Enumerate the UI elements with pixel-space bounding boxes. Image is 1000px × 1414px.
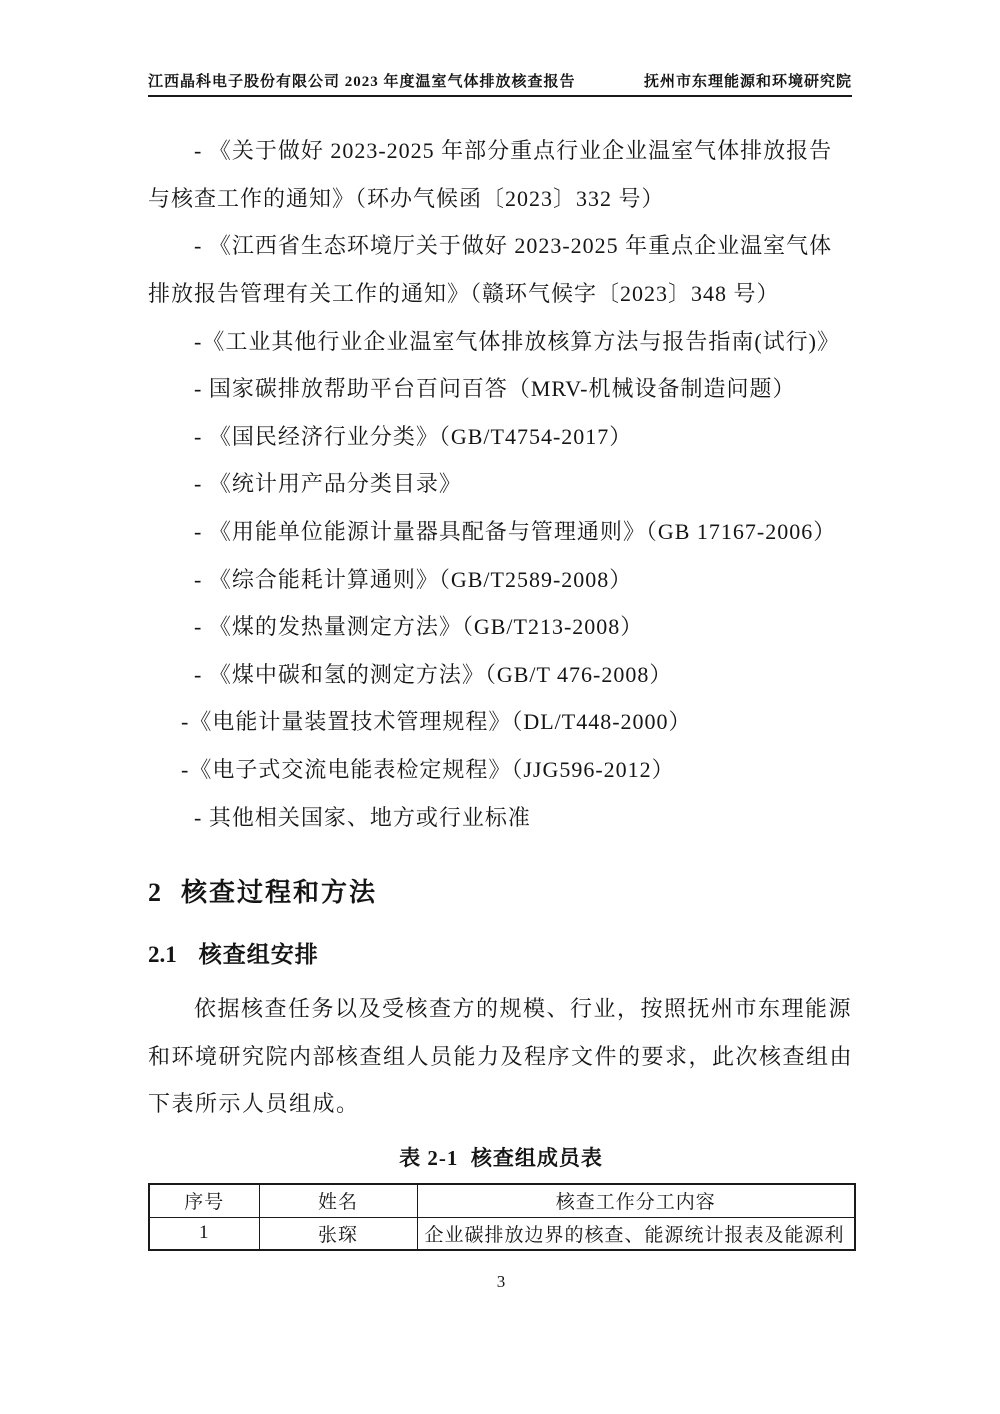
table-header-cell: 姓名 bbox=[259, 1184, 417, 1217]
reference-list bbox=[148, 126, 854, 840]
table-header-cell: 序号 bbox=[149, 1184, 259, 1217]
reference-line: - 《煤的发热量测定方法》（GB/T213-2008） bbox=[194, 614, 644, 640]
reference-line: - 《江西省生态环境厅关于做好 2023-2025 年重点企业温室气体 bbox=[194, 233, 833, 259]
reference-line: - 《煤中碳和氢的测定方法》（GB/T 476-2008） bbox=[194, 661, 673, 687]
reference-line: - 《用能单位能源计量器具配备与管理通则》（GB 17167-2006） bbox=[194, 519, 837, 545]
reference-line: - 《综合能耗计算通则》（GB/T2589-2008） bbox=[194, 566, 633, 592]
subsection-title: 核查组安排 bbox=[198, 942, 319, 967]
table-header-row bbox=[149, 1184, 855, 1217]
table-caption: 表 2-1 核查组成员表 bbox=[399, 1146, 603, 1170]
reference-line: - 国家碳排放帮助平台百问百答（MRV-机械设备制造问题） bbox=[194, 376, 796, 402]
paragraph-line: 下表所示人员组成。 bbox=[148, 1091, 360, 1117]
reference-line: 与核查工作的通知》（环办气候函〔2023〕332 号） bbox=[148, 185, 665, 211]
header-left-text: 江西晶科电子股份有限公司 2023 年度温室气体排放核查报告 bbox=[148, 74, 576, 90]
paragraph-line: 和环境研究院内部核查组人员能力及程序文件的要求，此次核查组由 bbox=[148, 1043, 854, 1069]
table-cell: 张琛 bbox=[259, 1217, 417, 1250]
reference-line: - 其他相关国家、地方或行业标准 bbox=[194, 804, 531, 830]
reference-line: 排放报告管理有关工作的通知》（赣环气候字〔2023〕348 号） bbox=[148, 281, 780, 307]
table-header-cell: 核查工作分工内容 bbox=[417, 1184, 855, 1217]
paragraph-line: 依据核查任务以及受核查方的规模、行业，按照抚州市东理能源 bbox=[194, 996, 853, 1022]
reference-line: - 《国民经济行业分类》（GB/T4754-2017） bbox=[194, 423, 633, 449]
table-cell: 1 bbox=[149, 1217, 259, 1250]
members-table bbox=[148, 1183, 856, 1251]
section-title: 核查过程和方法 bbox=[181, 878, 378, 907]
page-header bbox=[148, 70, 852, 91]
section-number: 2 bbox=[148, 878, 161, 907]
header-right-text: 抚州市东理能源和环境研究院 bbox=[643, 74, 852, 90]
reference-line: -《电能计量装置技术管理规程》（DL/T448-2000） bbox=[181, 709, 692, 735]
section-heading bbox=[148, 872, 377, 909]
subsection-heading bbox=[148, 936, 319, 969]
page-number: 3 bbox=[496, 1272, 506, 1291]
reference-line: - 《统计用产品分类目录》 bbox=[194, 471, 462, 497]
reference-line: -《工业其他行业企业温室气体排放核算方法与报告指南(试行)》 bbox=[194, 328, 840, 354]
body-paragraph bbox=[148, 984, 854, 1127]
subsection-number: 2.1 bbox=[148, 942, 177, 967]
table-row bbox=[149, 1217, 855, 1250]
reference-line: - 《关于做好 2023-2025 年部分重点行业企业温室气体排放报告 bbox=[194, 138, 833, 164]
table-cell: 企业碳排放边界的核查、能源统计报表及能源利 bbox=[417, 1217, 855, 1250]
reference-line: -《电子式交流电能表检定规程》（JJG596-2012） bbox=[181, 757, 675, 783]
header-rule bbox=[148, 95, 852, 97]
